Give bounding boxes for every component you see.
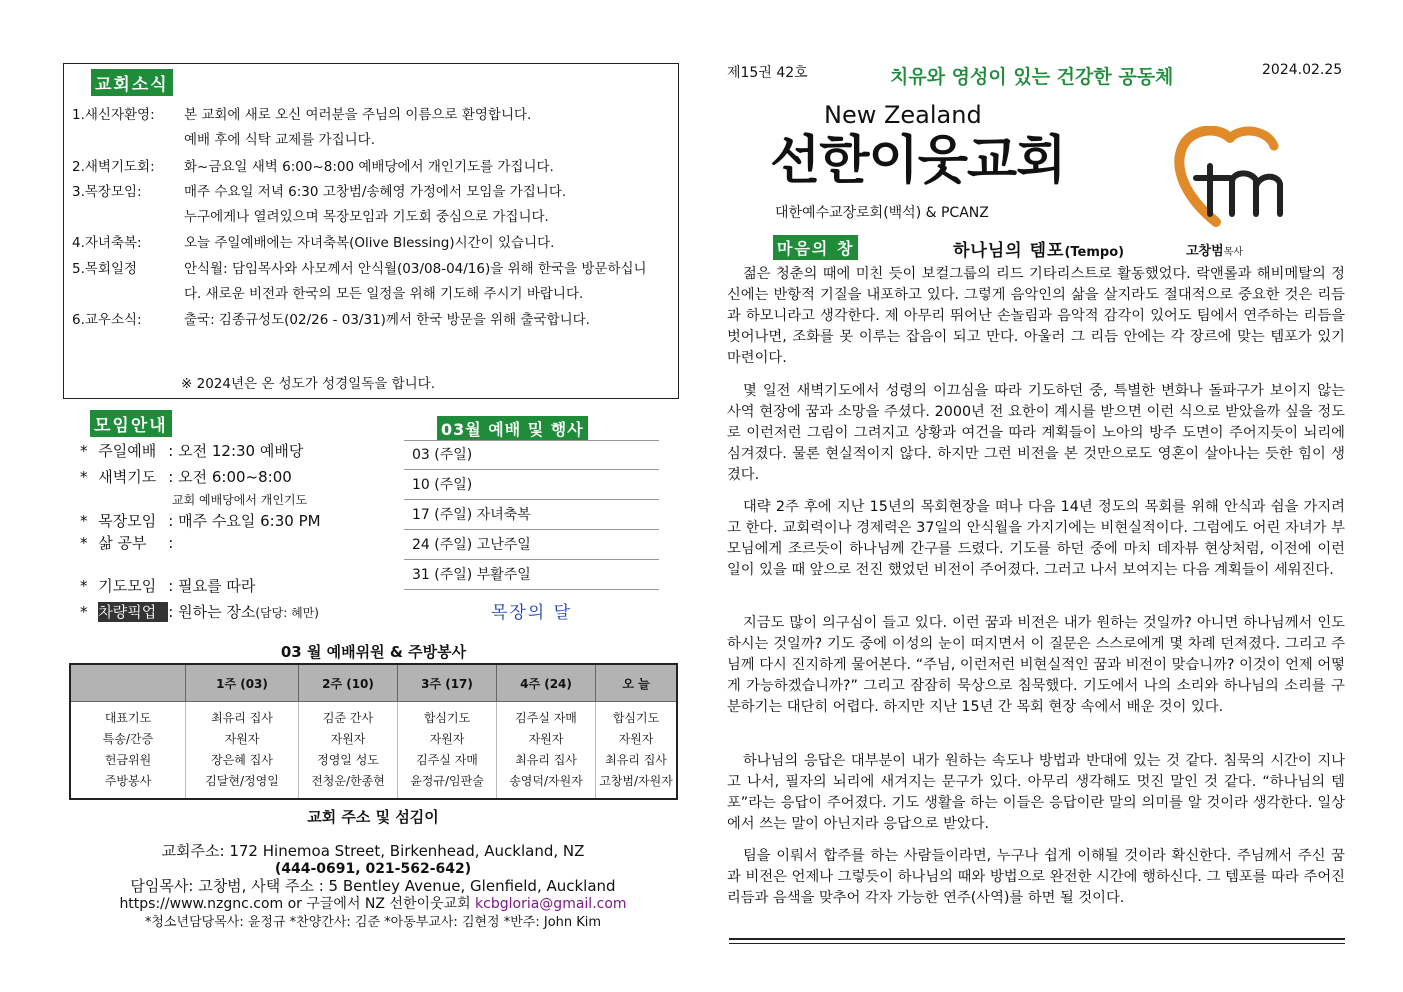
table-cell: 김준 간사 <box>322 711 374 725</box>
table-cell: 송영덕/자원자 <box>509 774 583 788</box>
table-header-row <box>70 664 677 702</box>
meeting-label: 삶 공부 <box>98 534 147 552</box>
table-cell: 고창범/자원자 <box>599 774 673 788</box>
article-title-ko: 하나님의 템포 <box>953 241 1065 261</box>
meeting-label: 새벽기도 <box>98 468 157 486</box>
bottom-rule <box>729 938 1345 940</box>
table-header <box>70 664 186 702</box>
table-cell: 정영일 성도 <box>317 753 379 767</box>
issue-date: 2024.02.25 <box>1262 62 1343 78</box>
table-header: 4주 (24) <box>497 664 596 702</box>
church-address: 교회주소: 172 Hinemoa Street, Birkenhead, Auckland, NZ <box>161 842 585 860</box>
event-row: 03 (주일) <box>404 440 659 470</box>
separator: : <box>168 577 174 595</box>
bullet-star: * <box>80 442 88 460</box>
paragraph-text: 지금도 많이 의구심이 들고 있다. 이런 꿈과 비전은 내가 원하는 것일까? 아니면 하나님께서 인도하시는 것일까? 기도 중에 이성의 눈이 떠지면서 이 질문은 스스로에게 몇 차례 던져졌다. 그리고 주님께 다시 진지하게 물어본다. “주님, 이런저런 비현실적인 꿈과 비전이 맞습니까? 이것이 언제 어떻게 가능하겠습니까?” 그리고 잠잠히 묵상으로 침묵했다. 기도에서 나의 소리와 하나님의 소리를 구분하기는 대단히 어렵다. 하지만 지난 15년 간 목회 현장 속에서 배운 것이 있다. <box>727 615 1345 715</box>
meeting-item <box>80 533 173 553</box>
news-line: 예배 후에 식탁 교제를 가집니다. <box>184 132 375 148</box>
article-paragraph <box>727 264 1345 369</box>
duty-table <box>69 663 678 800</box>
meeting-label: 주일예배 <box>98 442 157 460</box>
article-paragraph <box>727 751 1345 835</box>
table-cell: 합심기도 <box>612 711 660 725</box>
church-news-box <box>63 63 679 399</box>
staff-line: *청소년담당목사: 윤정규 *찬양간사: 김준 *아동부교사: 김현정 *반주: John Kim <box>144 915 602 930</box>
news-line: 출국: 김종규성도(02/26 - 03/31)께서 한국 방문을 위해 출국합니다. <box>184 312 590 328</box>
table-cell: 장은혜 집사 <box>211 753 273 767</box>
separator: : <box>168 512 174 530</box>
news-line: 다. 새로운 비전과 한국의 모든 일정을 위해 기도해 주시기 바랍니다. <box>184 286 584 302</box>
table-cell: 윤정규/임판술 <box>410 774 484 788</box>
meeting-label: 기도모임 <box>98 577 157 595</box>
table-cell: 헌금위원 <box>104 753 152 767</box>
paragraph-text: 하나님의 응답은 대부분이 내가 원하는 속도나 방법과 반대에 있는 것 같다. 침묵의 시간이 지나고 나서, 필자의 뇌리에 새겨지는 문구가 있다. 아무리 생각해도 멋진 말인 것 같다. “하나님의 템포”라는 응답이 주어졌다. 기도 생활을 하는 이들은 응답이란 말의 의미를 알 것이라 생각한다. 일상에서 쓰는 말이 아닌지라 응답으로 받았다. <box>727 753 1345 832</box>
news-line: 본 교회에 새로 오신 여러분을 주님의 이름으로 환영합니다. <box>184 107 532 123</box>
table-header: 3주 (17) <box>398 664 497 702</box>
author <box>1186 240 1243 259</box>
church-motto: 치유와 영성이 있는 건강한 공동체 <box>890 66 1174 88</box>
meetings-title: 모임안내 <box>90 410 172 437</box>
table-cell: 자원자 <box>224 732 260 746</box>
bottom-rule-thin <box>729 943 1345 944</box>
affiliation: 대한예수교장로회(백석) & PCANZ <box>775 205 989 221</box>
table-cell: 김달현/정영일 <box>205 774 279 788</box>
bullet-star: * <box>80 512 88 530</box>
table-cell: 자원자 <box>528 732 564 746</box>
table-cell: 합심기도 <box>423 711 471 725</box>
meeting-sub: (담당: 혜만) <box>255 606 319 620</box>
news-line: 누구에게나 열려있으며 목장모임과 기도회 중심으로 가집니다. <box>184 209 549 225</box>
paragraph-text: 몇 일전 새벽기도에서 성령의 이끄심을 따라 기도하던 중, 특별한 변화나 돌파구가 보이지 않는 사역 현장에 꿈과 소망을 주셨다. 2000년 전 요한이 계시를 받으면 이런 식으로 받았을까 싶을 정도로 이런저런 그림이 그려지고 상황과 여건을 따라 계획들이 노아의 방주 도면이 주어지듯이 뇌리에 심겨졌다. 물론 현실적이지 않다. 하지만 그런 비전을 본 것만으로도 영혼이 살아나는 듯한 힘이 생겼다. <box>727 383 1345 483</box>
table-cell: 자원자 <box>429 732 465 746</box>
meeting-label: 목장모임 <box>98 512 157 530</box>
table-cell: 특송/간증 <box>102 732 154 746</box>
news-label: 4.자녀축복: <box>72 235 142 251</box>
table-cell: 최유리 집사 <box>605 753 667 767</box>
meeting-value: 오전 12:30 예배당 <box>178 442 304 460</box>
separator: : <box>168 534 174 552</box>
news-label: 5.목회일정 <box>72 261 138 277</box>
news-label: 1.새신자환영: <box>72 107 155 123</box>
meeting-value: 원하는 장소 <box>178 603 256 621</box>
table-cell: 주방봉사 <box>104 774 152 788</box>
meeting-item <box>80 467 292 487</box>
pastor-address: 담임목사: 고창범, 사택 주소 : 5 Bentley Avenue, Glenfield, Auckland <box>130 877 616 895</box>
news-line: 오늘 주일예배에는 자녀축복(Olive Blessing)시간이 있습니다. <box>184 235 555 251</box>
article-title <box>953 236 1124 261</box>
bullet-star: * <box>80 534 88 552</box>
author-title: 목사 <box>1223 247 1244 258</box>
meeting-item <box>80 511 321 531</box>
country-label: New Zealand <box>824 101 982 129</box>
event-row: 31 (주일) 부활주일 <box>404 560 659 590</box>
separator: : <box>168 603 174 621</box>
paragraph-text: 젊은 청춘의 때에 미친 듯이 보컬그룹의 리드 기타리스트로 활동했었다. 락앤롤과 해비메탈의 정신에는 반항적 기질을 내포하고 있다. 그렇게 음악인의 삶을 살지라도 절대적으로 중요한 것은 리듬과 하모니라고 생각한다. 제 아무리 뛰어난 손놀림과 음악적 감각이 있어도 팀에서 연주하는 리듬을 벗어나면, 조화를 못 이루는 잡음이 되고 만다. 아울러 그 리듬 안에는 각 장르에 맞는 템포가 있기 마련이다. <box>727 266 1345 366</box>
table-cell: 김주실 자매 <box>515 711 577 725</box>
meeting-value: 매주 수요일 6:30 PM <box>178 512 321 530</box>
meeting-item <box>80 602 319 623</box>
author-name: 고창범 <box>1186 244 1224 259</box>
event-row: 24 (주일) 고난주일 <box>404 530 659 560</box>
news-line: 화~금요일 새벽 6:00~8:00 예배당에서 개인기도를 가집니다. <box>184 159 554 175</box>
meeting-sub: 교회 예배당에서 개인기도 <box>172 493 308 507</box>
meeting-item <box>80 441 303 461</box>
table-cell: 최유리 집사 <box>211 711 273 725</box>
table-row <box>70 702 677 800</box>
table-header: 2주 (10) <box>299 664 398 702</box>
article-paragraph <box>727 381 1345 486</box>
news-line: 안식월: 담임목사와 사모께서 안식월(03/08-04/16)을 위해 한국을 방문하십니 <box>184 261 647 277</box>
church-logo-icon <box>1170 126 1290 228</box>
phone-numbers: (444-0691, 021-562-642) <box>274 861 472 877</box>
news-label: 6.교우소식: <box>72 312 142 328</box>
article-paragraph <box>727 497 1345 581</box>
table-cell: 자원자 <box>618 732 654 746</box>
news-label: 2.새벽기도회: <box>72 159 155 175</box>
table-cell: 김주실 자매 <box>416 753 478 767</box>
article-paragraph <box>727 613 1345 718</box>
news-line: 매주 수요일 저녁 6:30 고창범/송혜영 가정에서 모임을 가집니다. <box>184 184 567 200</box>
meeting-item <box>80 576 255 596</box>
news-note: ※ 2024년은 온 성도가 성경일독을 합니다. <box>181 376 435 392</box>
table-header: 오 늘 <box>596 664 678 702</box>
table-cell: 전청운/한종현 <box>311 774 385 788</box>
website-link[interactable]: https://www.nzgnc.com or 구글에서 NZ 선한이웃교회 <box>119 896 476 912</box>
meeting-value: 오전 6:00~8:00 <box>178 468 292 486</box>
bullet-star: * <box>80 468 88 486</box>
meeting-label-highlighted: 차량픽업 <box>98 602 168 622</box>
web-email-line <box>70 896 676 913</box>
church-news-title: 교회소식 <box>91 69 173 96</box>
table-cell: 자원자 <box>330 732 366 746</box>
duty-title: 03 월 예배위원 & 주방봉사 <box>280 643 467 661</box>
email-link[interactable]: kcbgloria@gmail.com <box>475 896 627 912</box>
separator: : <box>168 468 174 486</box>
article-paragraph <box>727 846 1345 909</box>
volume-number: 제15권 42호 <box>727 65 808 81</box>
church-name: 선한이웃교회 <box>770 131 1066 191</box>
bullet-star: * <box>80 577 88 595</box>
table-cell: 대표기도 <box>104 711 152 725</box>
article-title-en: (Tempo) <box>1064 245 1125 260</box>
separator: : <box>168 442 174 460</box>
news-label: 3.목장모임: <box>72 184 142 200</box>
paragraph-text: 대략 2주 후에 지난 15년의 목회현장을 떠나 다음 14년 정도의 목회를 위해 안식과 쉼을 가지려고 한다. 교회력이나 경제력은 37일의 안식월을 가지기에는 비현실적이다. 그럼에도 어린 자녀가 부모님에게 조르듯이 하나님께 간구를 드렸다. 기도를 하던 중에 마치 데자뷰 현상처럼, 이전에 이런 일이 있을 때 앞으로 전진 했었던 비전이 주어졌다. 그러고 나서 보여지는 다음 계획들이 세워진다. <box>727 499 1345 578</box>
event-row: 10 (주일) <box>404 470 659 500</box>
address-title: 교회 주소 및 섬김이 <box>307 808 439 826</box>
column-label: 마음의 창 <box>773 235 858 260</box>
events-title: 03월 예배 및 행사 <box>437 416 588 441</box>
event-row: 17 (주일) 자녀축복 <box>404 500 659 530</box>
table-header: 1주 (03) <box>186 664 299 702</box>
paragraph-text: 팀을 이뤄서 합주를 하는 사람들이라면, 누구나 쉽게 이해될 것이라 확신한다. 주님께서 주신 꿈과 비전은 언제나 그렇듯이 하나님의 때와 방법으로 완전한 시간에 행하신다. 그 템포를 따라 주어진 리듬과 음색을 맞추어 각자 가능한 연주(사역)를 하면 될 것이다. <box>727 848 1345 906</box>
events-footer: 목장의 달 <box>490 603 573 623</box>
bullet-star: * <box>80 603 88 621</box>
meeting-value: 필요를 따라 <box>178 577 256 595</box>
table-cell: 최유리 집사 <box>515 753 577 767</box>
